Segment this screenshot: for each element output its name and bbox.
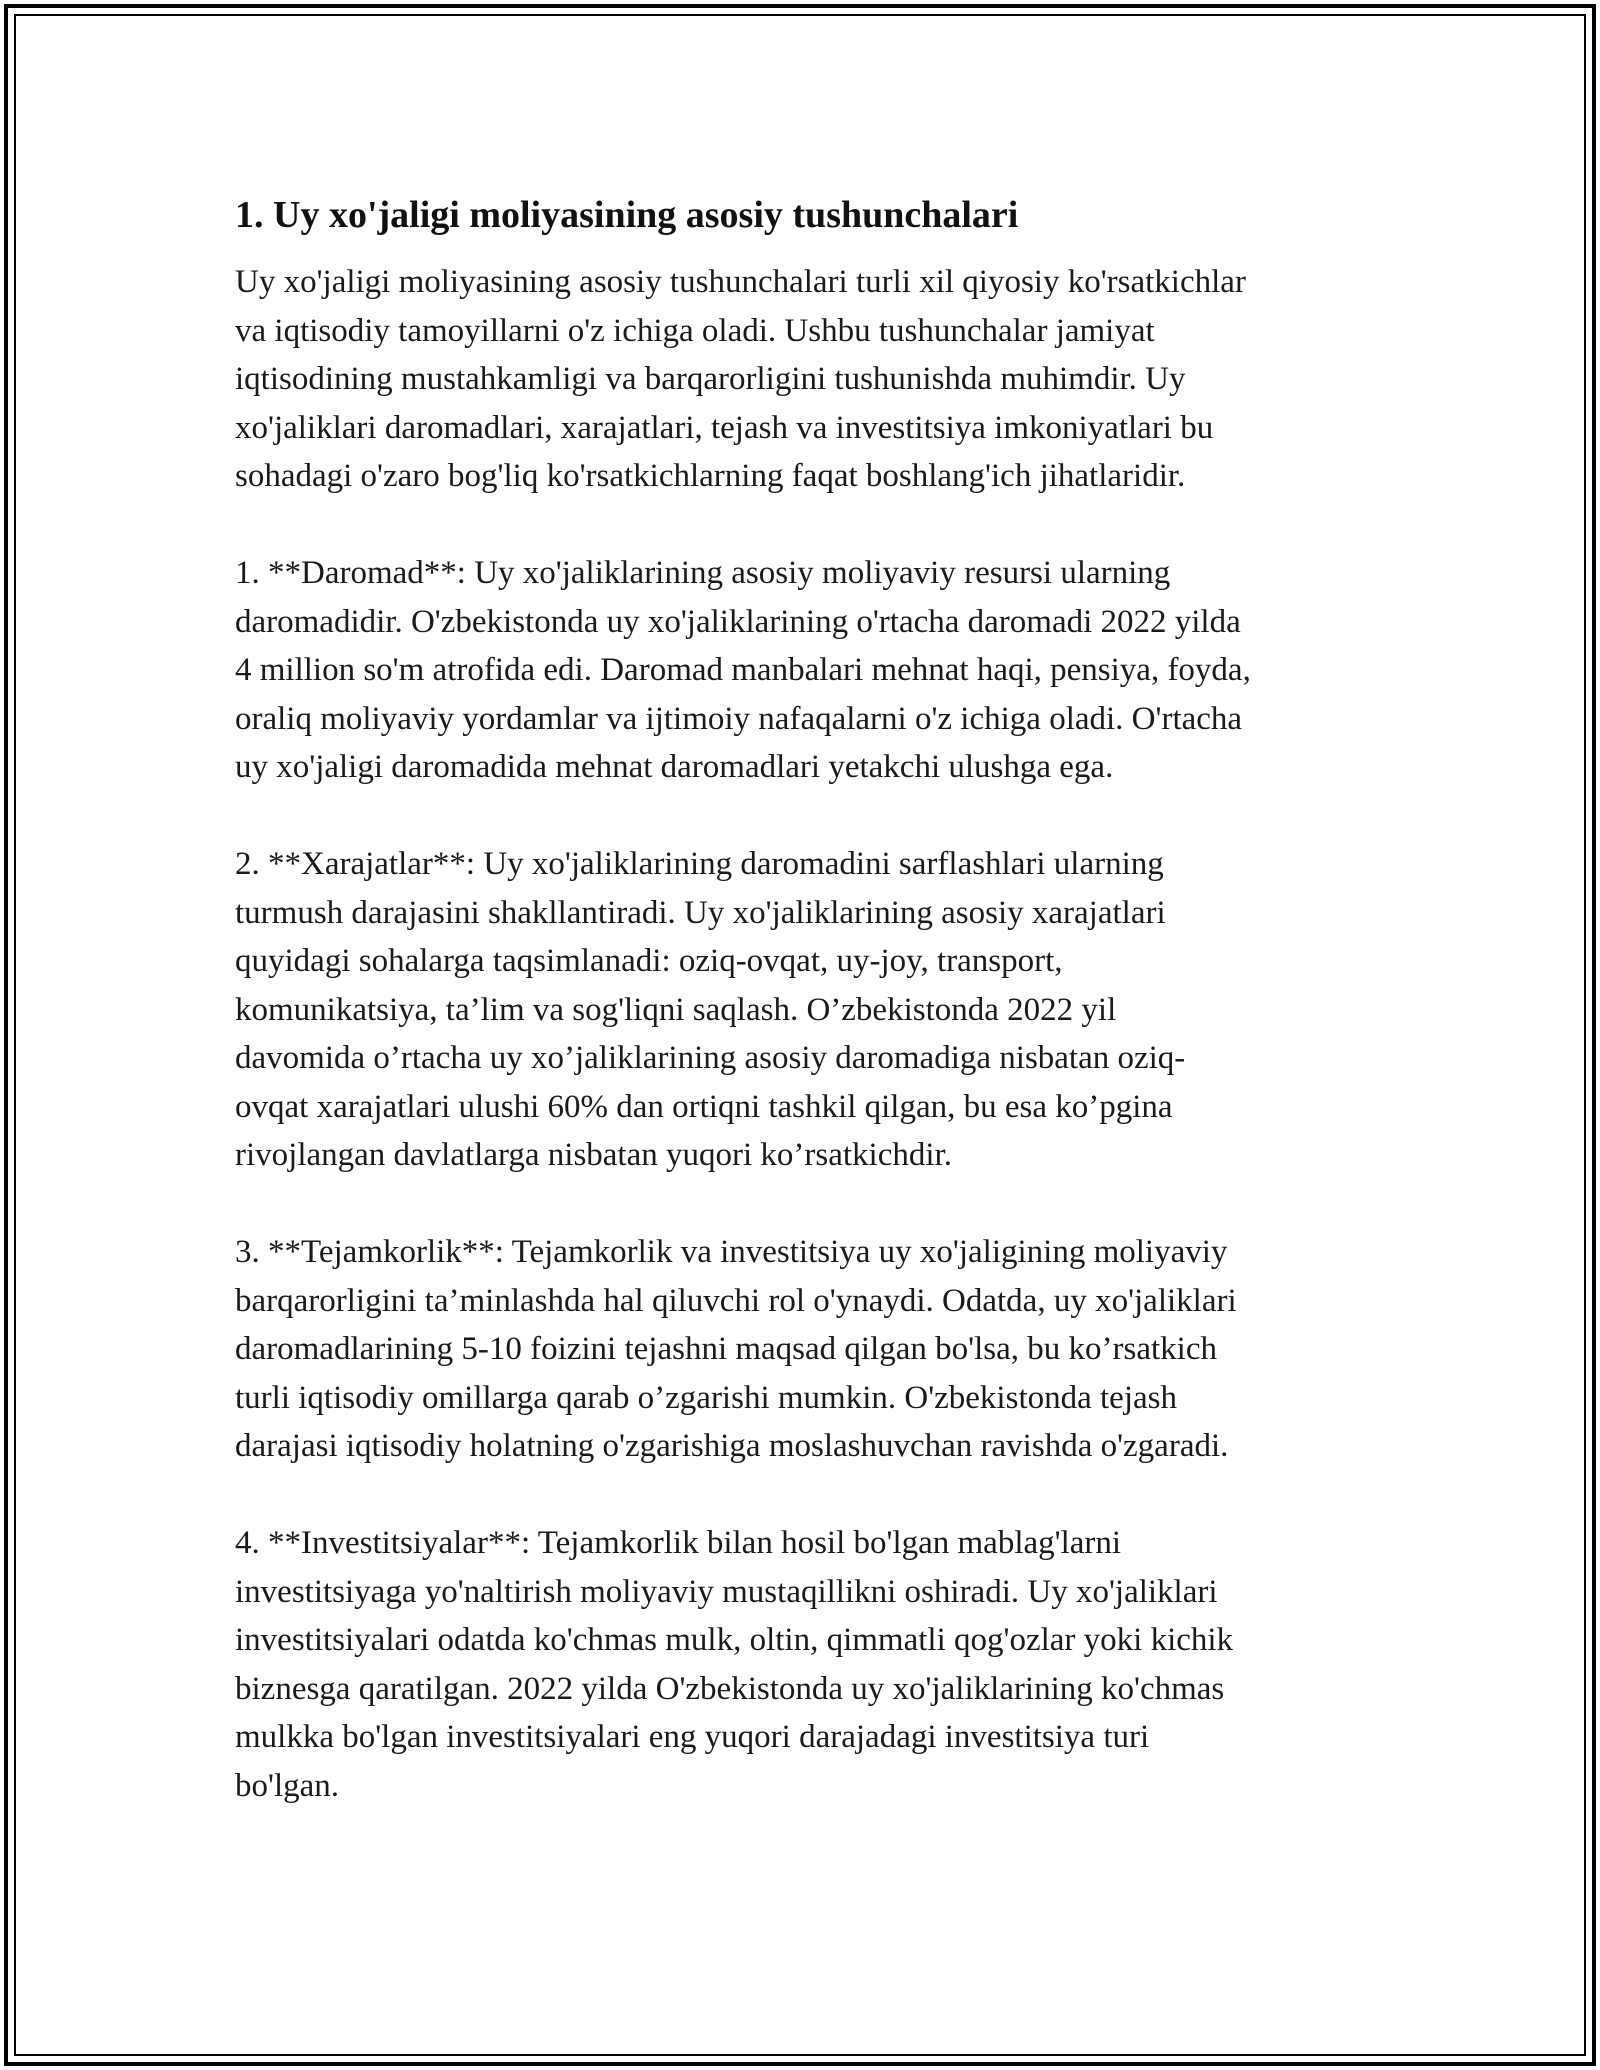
intro-paragraph: Uy xo'jaligi moliyasining asosiy tushunchalari turli xil qiyosiy ko'rsatkichlar va iqtisodiy tamoyillarni o'z ichiga oladi. Ushbu tushunchalar jamiyat iqtisodining mustahkamligi va barqarorligini tushunishda muhimdir. Uy xo'jaliklari daromadlari, xarajatlari, tejash va investitsiya imkoniyatlari bu sohadagi o'zaro bog'liq ko'rsatkichlarning faqat boshlang'ich jihatlaridir. — [235, 264, 1246, 494]
section-title: 1. Uy xo'jaligi moliyasining asosiy tushunchalari — [235, 194, 1019, 236]
expenses-paragraph: 2. **Xarajatlar**: Uy xo'jaliklarining daromadini sarflashlari ularning turmush darajasini shakllantiradi. Uy xo'jaliklarining asosiy xarajatlari quyidagi sohalarga taqsimlanadi: oziq-ovqat, uy-joy, transport, komunikatsiya, ta’lim va sog'liqni saqlash. O’zbekistonda 2022 yil davomida o’rtacha uy xo’jaliklarining asosiy daromadiga nisbatan oziq- ovqat xarajatlari ulushi 60% dan ortiqni tashkil qilgan, bu esa ko’pgina rivojlangan davlatlarga nisbatan yuqori ko’rsatkichdir. — [235, 846, 1186, 1173]
investments-paragraph: 4. **Investitsiyalar**: Tejamkorlik bilan hosil bo'lgan mablag'larni investitsiyaga yo'naltirish moliyaviy mustaqillikni oshiradi. Uy xo'jaliklari investitsiyalari odatda ko'chmas mulk, oltin, qimmatli qog'ozlar yoki kichik biznesga qaratilgan. 2022 yilda O'zbekistonda uy xo'jaliklarining ko'chmas mulkka bo'lgan investitsiyalari eng yuqori darajadagi investitsiya turi bo'lgan. — [235, 1525, 1234, 1804]
income-paragraph: 1. **Daromad**: Uy xo'jaliklarining asosiy moliyaviy resursi ularning daromadidir. O'zbekistonda uy xo'jaliklarining o'rtacha daromadi 2022 yilda 4 million so'm atrofida edi. Daromad manbalari mehnat haqi, pensiya, foyda, oraliq moliyaviy yordamlar va ijtimoiy nafaqalarni o'z ichiga oladi. O'rtacha uy xo'jaligi daromadida mehnat daromadlari yetakchi ulushga ega. — [235, 555, 1251, 785]
document-body — [235, 190, 1365, 1859]
savings-paragraph: 3. **Tejamkorlik**: Tejamkorlik va investitsiya uy xo'jaligining moliyaviy barqarorligini ta’minlashda hal qiluvchi rol o'ynaydi. Odatda, uy xo'jaliklari daromadlarining 5-10 foizini tejashni maqsad qilgan bo'lsa, bu ko’rsatkich turli iqtisodiy omillarga qarab o’zgarishi mumkin. O'zbekistonda tejash darajasi iqtisodiy holatning o'zgarishiga moslashuvchan ravishda o'zgaradi. — [235, 1234, 1237, 1464]
